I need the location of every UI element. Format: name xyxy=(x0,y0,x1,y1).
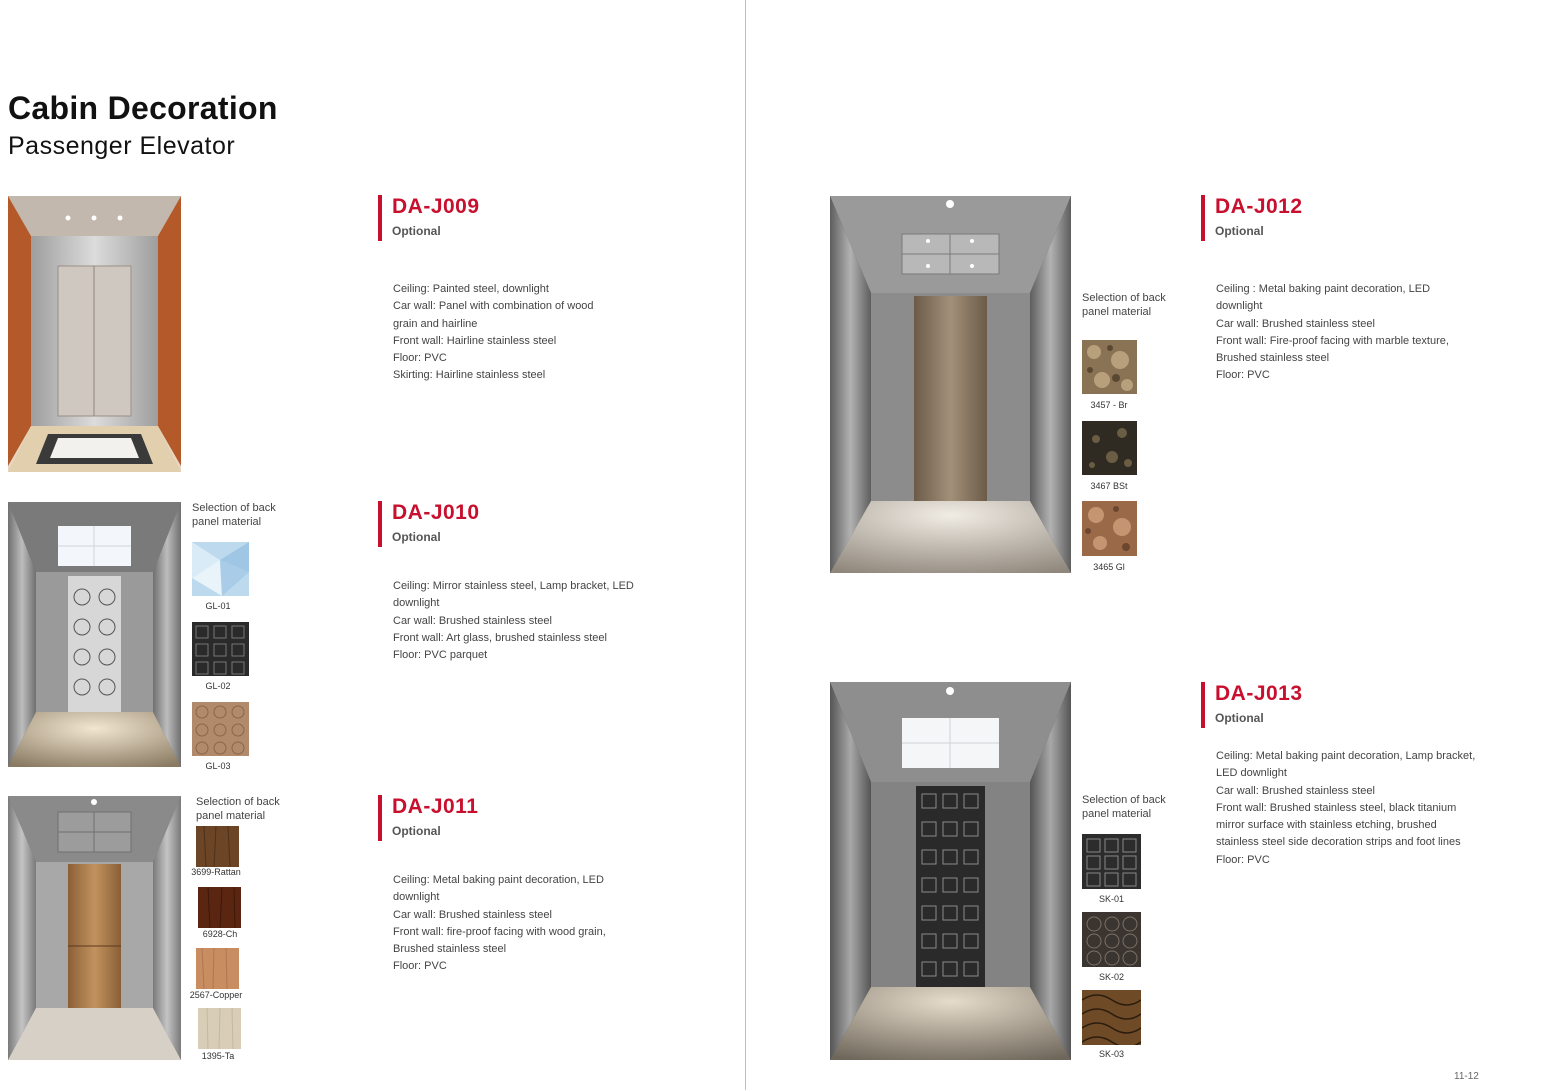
cabin-photo-da-j011 xyxy=(8,796,181,1060)
spec-line: Floor: PVC xyxy=(393,960,447,973)
swatch-caption: SK-03 xyxy=(1098,1049,1124,1059)
swatch-sk-01 xyxy=(1082,834,1141,889)
spec-line: Brushed stainless steel xyxy=(1216,352,1330,365)
swatch-6928-ch xyxy=(198,887,241,928)
model-heading-da-j013 xyxy=(1201,682,1303,725)
model-heading-da-j012 xyxy=(1201,195,1303,238)
swatch-gl-02 xyxy=(192,622,249,676)
spec-line: Car wall: Brushed stainless steel xyxy=(393,614,552,627)
spec-list-da-j011 xyxy=(393,872,606,976)
material-label-da-j013: Selection of back panel material xyxy=(1082,794,1166,820)
spec-line: Ceiling: Metal baking paint decoration, LED xyxy=(393,874,604,886)
spec-line: Front wall: Art glass, brushed stainless steel xyxy=(393,631,607,644)
spec-line: Car wall: Panel with combination of wood xyxy=(393,300,594,313)
model-code: DA-J009 xyxy=(392,195,480,218)
optional-label: Optional xyxy=(392,224,441,238)
swatch-gl-01 xyxy=(192,542,249,596)
swatch-caption: GL-02 xyxy=(205,681,231,691)
cabin-photo-da-j013 xyxy=(830,682,1071,1060)
spec-line: mirror surface with stainless etching, brushed xyxy=(1216,819,1437,832)
cabin-photo-da-j009 xyxy=(8,196,181,472)
spec-list-da-j013 xyxy=(1216,748,1475,869)
swatch-1395-ta xyxy=(198,1008,241,1049)
spec-line: Skirting: Hairline stainless steel xyxy=(393,369,546,382)
swatch-caption: SK-02 xyxy=(1098,972,1124,982)
model-code: DA-J011 xyxy=(392,795,479,818)
spec-line: Floor: PVC parquet xyxy=(393,649,488,662)
material-label-da-j012: Selection of back panel material xyxy=(1082,292,1166,318)
swatch-caption: SK-01 xyxy=(1098,894,1124,904)
spec-line: Ceiling : Metal baking paint decoration, LED xyxy=(1216,283,1431,295)
swatch-3467-bst xyxy=(1082,421,1137,475)
optional-label: Optional xyxy=(392,824,441,838)
spec-line: Car wall: Brushed stainless steel xyxy=(393,908,552,921)
swatch-sk-03 xyxy=(1082,990,1141,1045)
optional-label: Optional xyxy=(1215,711,1264,725)
page-spine xyxy=(745,0,746,1090)
spec-line: Front wall: Brushed stainless steel, black titanium xyxy=(1216,801,1457,814)
swatch-3465-gl xyxy=(1082,501,1137,556)
spec-line: Car wall: Brushed stainless steel xyxy=(1216,784,1375,797)
swatch-3457-br xyxy=(1082,340,1137,394)
cabin-photo-da-j012 xyxy=(830,196,1071,573)
material-label-da-j011: Selection of back panel material xyxy=(196,796,280,822)
swatch-caption: 3465 Gl xyxy=(1093,562,1125,572)
swatch-caption: 3699-Rattan xyxy=(191,867,241,877)
swatch-caption: 3457 - Br xyxy=(1090,400,1128,410)
optional-label: Optional xyxy=(1215,224,1264,238)
model-code: DA-J013 xyxy=(1215,682,1303,705)
spec-line: Car wall: Brushed stainless steel xyxy=(1216,317,1375,330)
spec-line: Brushed stainless steel xyxy=(393,943,507,956)
page-title: Cabin Decoration xyxy=(8,90,278,126)
spec-line: Ceiling: Metal baking paint decoration, Lamp bracket, xyxy=(1216,750,1476,762)
spec-line: downlight xyxy=(1216,300,1263,313)
swatch-caption: 1395-Ta xyxy=(201,1051,235,1061)
model-heading-da-j009 xyxy=(378,195,480,238)
spec-line: Front wall: Hairline stainless steel xyxy=(393,334,557,347)
spec-list-da-j012 xyxy=(1216,281,1449,385)
spec-line: Floor: PVC xyxy=(393,352,447,365)
swatch-caption: GL-03 xyxy=(205,761,231,771)
spec-line: Ceiling: Mirror stainless steel, Lamp bracket, LED xyxy=(393,580,634,592)
spec-list-da-j010 xyxy=(393,578,634,664)
page-number: 11-12 xyxy=(1454,1071,1479,1082)
swatch-2567-copper xyxy=(196,948,239,989)
spec-line: Front wall: Fire-proof facing with marble texture, xyxy=(1216,334,1449,347)
spec-line: Front wall: fire-proof facing with wood grain, xyxy=(393,925,606,938)
swatch-caption: GL-01 xyxy=(205,601,231,611)
spec-list-da-j009 xyxy=(393,281,594,385)
model-heading-da-j011 xyxy=(378,795,478,838)
swatch-sk-02 xyxy=(1082,912,1141,967)
spec-line: Ceiling: Painted steel, downlight xyxy=(393,283,549,295)
material-label-da-j010: Selection of back panel material xyxy=(192,502,276,528)
model-code: DA-J010 xyxy=(392,501,480,524)
page-subtitle: Passenger Elevator xyxy=(8,132,236,160)
optional-label: Optional xyxy=(392,530,441,544)
spec-line: downlight xyxy=(393,597,440,610)
swatch-caption: 2567-Copper xyxy=(189,990,243,1000)
spec-line: grain and hairline xyxy=(393,317,478,330)
spec-line: Floor: PVC xyxy=(1216,369,1270,382)
swatch-caption: 3467 BSt xyxy=(1090,481,1128,491)
cabin-photo-da-j010 xyxy=(8,502,181,767)
swatch-caption: 6928-Ch xyxy=(202,929,238,939)
spec-line: downlight xyxy=(393,891,440,904)
swatch-gl-03 xyxy=(192,702,249,756)
model-heading-da-j010 xyxy=(378,501,480,544)
spec-line: stainless steel side decoration strips and foot lines xyxy=(1216,836,1461,849)
spec-line: LED downlight xyxy=(1216,767,1287,780)
model-code: DA-J012 xyxy=(1215,195,1303,218)
spec-line: Floor: PVC xyxy=(1216,853,1270,866)
swatch-3699-rattan xyxy=(196,826,239,867)
